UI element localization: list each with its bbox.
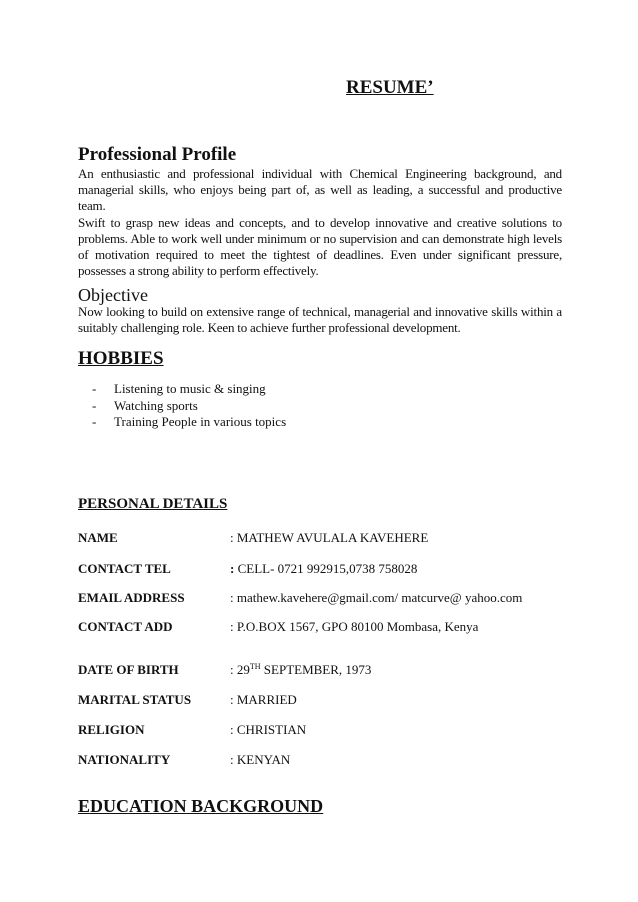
detail-label: DATE OF BIRTH <box>78 662 179 677</box>
detail-label: NAME <box>78 530 118 545</box>
detail-value: : CHRISTIAN <box>230 722 307 737</box>
profile-paragraph-2: Swift to grasp new ideas and concepts, and to develop innovative and creative solutions to problems. Able to work well under minimum or no supervision and can demonstrate high levels of motivation required to meet the tightest of deadlines. Even under significant pressure, possesses a strong ability to perform effectively. <box>78 214 562 279</box>
hobby-text: Training People in various topics <box>114 414 287 429</box>
hobby-text: Watching sports <box>114 397 198 413</box>
hobby-text: Listening to music & singing <box>114 381 266 396</box>
dash-bullet: - <box>92 397 97 413</box>
detail-value <box>230 561 417 577</box>
hobbies-heading: HOBBIES <box>78 348 164 369</box>
detail-value: : MATHEW AVULALA KAVEHERE <box>230 530 429 545</box>
list-item <box>92 398 286 415</box>
detail-value <box>230 662 371 678</box>
detail-label: CONTACT TEL <box>78 561 171 576</box>
detail-label: EMAIL ADDRESS <box>78 590 185 605</box>
dob-suffix: TH <box>249 662 261 671</box>
objective-text <box>78 304 562 336</box>
detail-label: NATIONALITY <box>78 752 171 767</box>
detail-label: CONTACT ADD <box>78 619 173 634</box>
detail-value: : MARRIED <box>230 692 297 707</box>
detail-value: : P.O.BOX 1567, GPO 80100 Mombasa, Kenya <box>230 619 479 634</box>
professional-profile-text <box>78 166 562 279</box>
education-background-heading: EDUCATION BACKGROUND <box>78 796 324 816</box>
page-title: RESUME’ <box>346 77 434 98</box>
detail-value: : KENYAN <box>230 752 291 767</box>
detail-value-text: CELL- 0721 992915,0738 758028 <box>234 561 418 576</box>
dob-day: : 29 <box>230 662 250 677</box>
dash-bullet: - <box>92 381 97 396</box>
detail-label: MARITAL STATUS <box>78 692 192 707</box>
list-item <box>92 381 286 398</box>
dob-rest: SEPTEMBER, 1973 <box>260 662 372 677</box>
detail-label: RELIGION <box>78 722 145 737</box>
detail-value: : mathew.kavehere@gmail.com/ matcurve@ yahoo.com <box>230 590 523 605</box>
personal-details-heading: PERSONAL DETAILS <box>78 496 228 512</box>
list-item <box>92 414 286 431</box>
objective-paragraph: Now looking to build on extensive range of technical, managerial and innovative skills within a suitably challenging role. Keen to achieve further professional development. <box>78 304 562 336</box>
profile-paragraph-1: An enthusiastic and professional individual with Chemical Engineering background, and managerial skills, who enjoys being part of, as well as leading, a successful and productive team. <box>78 166 562 214</box>
objective-heading: Objective <box>78 285 148 305</box>
professional-profile-heading: Professional Profile <box>78 144 237 165</box>
dash-bullet: - <box>92 414 97 429</box>
hobbies-list <box>92 381 286 431</box>
detail-colon: : <box>230 561 235 576</box>
